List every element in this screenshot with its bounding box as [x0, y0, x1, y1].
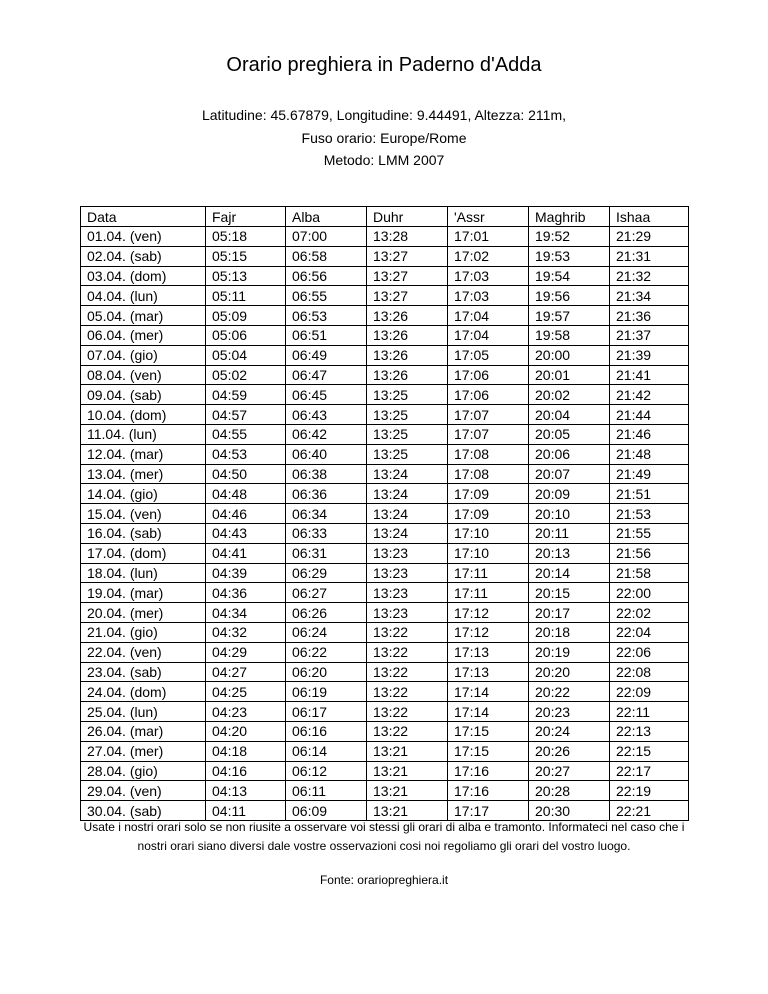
cell-assr: 17:09: [448, 504, 529, 524]
table-row: [81, 583, 689, 603]
cell-duhr: 13:24: [367, 523, 448, 543]
cell-duhr: 13:23: [367, 543, 448, 563]
cell-assr: 17:10: [448, 523, 529, 543]
cell-duhr: 13:21: [367, 741, 448, 761]
cell-fajr: 04:48: [206, 484, 286, 504]
table-row: [81, 642, 689, 662]
cell-maghrib: 19:56: [529, 286, 610, 306]
cell-duhr: 13:22: [367, 682, 448, 702]
cell-ishaa: 21:34: [610, 286, 689, 306]
cell-ishaa: 21:49: [610, 464, 689, 484]
cell-date: 15.04. (ven): [81, 504, 206, 524]
cell-date: 29.04. (ven): [81, 781, 206, 801]
cell-date: 02.04. (sab): [81, 246, 206, 266]
cell-alba: 06:29: [286, 563, 367, 583]
cell-alba: 06:55: [286, 286, 367, 306]
cell-assr: 17:12: [448, 603, 529, 623]
table-row: [81, 622, 689, 642]
cell-fajr: 04:46: [206, 504, 286, 524]
cell-date: 24.04. (dom): [81, 682, 206, 702]
cell-ishaa: 21:53: [610, 504, 689, 524]
cell-fajr: 04:34: [206, 603, 286, 623]
cell-maghrib: 20:23: [529, 702, 610, 722]
cell-maghrib: 20:11: [529, 523, 610, 543]
header-maghrib: Maghrib: [529, 207, 610, 227]
cell-maghrib: 19:58: [529, 325, 610, 345]
table-row: [81, 543, 689, 563]
cell-duhr: 13:21: [367, 801, 448, 821]
cell-date: 23.04. (sab): [81, 662, 206, 682]
page-title: Orario preghiera in Paderno d'Adda: [226, 54, 542, 76]
cell-fajr: 05:15: [206, 246, 286, 266]
cell-maghrib: 20:13: [529, 543, 610, 563]
cell-maghrib: 19:53: [529, 246, 610, 266]
cell-date: 09.04. (sab): [81, 385, 206, 405]
cell-date: 12.04. (mar): [81, 444, 206, 464]
cell-fajr: 04:50: [206, 464, 286, 484]
cell-fajr: 04:27: [206, 662, 286, 682]
cell-fajr: 05:11: [206, 286, 286, 306]
table-row: [81, 781, 689, 801]
cell-ishaa: 21:29: [610, 227, 689, 247]
table-row: [81, 405, 689, 425]
cell-ishaa: 22:08: [610, 662, 689, 682]
cell-alba: 06:11: [286, 781, 367, 801]
cell-alba: 06:34: [286, 504, 367, 524]
cell-fajr: 04:11: [206, 801, 286, 821]
cell-duhr: 13:23: [367, 583, 448, 603]
cell-alba: 06:42: [286, 424, 367, 444]
cell-alba: 06:36: [286, 484, 367, 504]
cell-date: 10.04. (dom): [81, 405, 206, 425]
cell-alba: 06:22: [286, 642, 367, 662]
cell-ishaa: 22:06: [610, 642, 689, 662]
cell-alba: 06:14: [286, 741, 367, 761]
cell-ishaa: 21:42: [610, 385, 689, 405]
cell-ishaa: 22:11: [610, 702, 689, 722]
cell-duhr: 13:26: [367, 325, 448, 345]
table-row: [81, 721, 689, 741]
cell-maghrib: 19:57: [529, 306, 610, 326]
cell-date: 26.04. (mar): [81, 721, 206, 741]
cell-date: 17.04. (dom): [81, 543, 206, 563]
cell-assr: 17:16: [448, 761, 529, 781]
cell-maghrib: 20:27: [529, 761, 610, 781]
table-row: [81, 523, 689, 543]
header-alba: Alba: [286, 207, 367, 227]
source-credit: Fonte: orariopreghiera.it: [319, 873, 449, 887]
cell-alba: 06:12: [286, 761, 367, 781]
cell-assr: 17:17: [448, 801, 529, 821]
cell-fajr: 04:57: [206, 405, 286, 425]
cell-fajr: 05:13: [206, 266, 286, 286]
cell-maghrib: 20:26: [529, 741, 610, 761]
cell-duhr: 13:22: [367, 662, 448, 682]
cell-assr: 17:07: [448, 424, 529, 444]
cell-assr: 17:13: [448, 662, 529, 682]
cell-assr: 17:06: [448, 365, 529, 385]
cell-ishaa: 21:31: [610, 246, 689, 266]
cell-date: 01.04. (ven): [81, 227, 206, 247]
cell-ishaa: 21:36: [610, 306, 689, 326]
cell-date: 04.04. (lun): [81, 286, 206, 306]
cell-duhr: 13:26: [367, 365, 448, 385]
cell-ishaa: 22:17: [610, 761, 689, 781]
table-row: [81, 286, 689, 306]
cell-alba: 07:00: [286, 227, 367, 247]
cell-maghrib: 20:15: [529, 583, 610, 603]
cell-ishaa: 21:37: [610, 325, 689, 345]
cell-ishaa: 22:04: [610, 622, 689, 642]
cell-fajr: 04:16: [206, 761, 286, 781]
table-row: [81, 484, 689, 504]
cell-alba: 06:38: [286, 464, 367, 484]
cell-maghrib: 20:22: [529, 682, 610, 702]
cell-alba: 06:56: [286, 266, 367, 286]
cell-duhr: 13:21: [367, 781, 448, 801]
table-header-row: [81, 207, 689, 227]
table-row: [81, 682, 689, 702]
cell-assr: 17:03: [448, 266, 529, 286]
cell-fajr: 04:25: [206, 682, 286, 702]
cell-alba: 06:09: [286, 801, 367, 821]
cell-duhr: 13:21: [367, 761, 448, 781]
cell-date: 22.04. (ven): [81, 642, 206, 662]
cell-duhr: 13:22: [367, 702, 448, 722]
cell-assr: 17:01: [448, 227, 529, 247]
cell-duhr: 13:27: [367, 266, 448, 286]
cell-ishaa: 22:21: [610, 801, 689, 821]
cell-assr: 17:15: [448, 741, 529, 761]
cell-date: 28.04. (gio): [81, 761, 206, 781]
cell-maghrib: 20:19: [529, 642, 610, 662]
cell-maghrib: 20:02: [529, 385, 610, 405]
cell-duhr: 13:26: [367, 306, 448, 326]
cell-alba: 06:47: [286, 365, 367, 385]
cell-assr: 17:14: [448, 682, 529, 702]
cell-maghrib: 20:14: [529, 563, 610, 583]
header-fajr: Fajr: [206, 207, 286, 227]
cell-ishaa: 21:51: [610, 484, 689, 504]
cell-date: 21.04. (gio): [81, 622, 206, 642]
cell-assr: 17:05: [448, 345, 529, 365]
cell-ishaa: 22:19: [610, 781, 689, 801]
table-row: [81, 603, 689, 623]
cell-fajr: 05:06: [206, 325, 286, 345]
cell-assr: 17:16: [448, 781, 529, 801]
table-row: [81, 306, 689, 326]
cell-maghrib: 20:05: [529, 424, 610, 444]
cell-duhr: 13:25: [367, 424, 448, 444]
cell-date: 13.04. (mer): [81, 464, 206, 484]
cell-ishaa: 21:39: [610, 345, 689, 365]
cell-ishaa: 22:15: [610, 741, 689, 761]
cell-ishaa: 22:02: [610, 603, 689, 623]
cell-ishaa: 21:55: [610, 523, 689, 543]
cell-date: 14.04. (gio): [81, 484, 206, 504]
cell-ishaa: 21:32: [610, 266, 689, 286]
cell-ishaa: 21:58: [610, 563, 689, 583]
cell-ishaa: 22:00: [610, 583, 689, 603]
cell-maghrib: 20:06: [529, 444, 610, 464]
cell-maghrib: 20:10: [529, 504, 610, 524]
cell-assr: 17:10: [448, 543, 529, 563]
cell-assr: 17:07: [448, 405, 529, 425]
cell-date: 06.04. (mer): [81, 325, 206, 345]
cell-alba: 06:31: [286, 543, 367, 563]
cell-fajr: 04:29: [206, 642, 286, 662]
cell-duhr: 13:24: [367, 504, 448, 524]
table-row: [81, 444, 689, 464]
cell-fajr: 04:43: [206, 523, 286, 543]
cell-fajr: 04:39: [206, 563, 286, 583]
cell-date: 05.04. (mar): [81, 306, 206, 326]
cell-duhr: 13:27: [367, 286, 448, 306]
cell-duhr: 13:22: [367, 642, 448, 662]
cell-alba: 06:45: [286, 385, 367, 405]
cell-duhr: 13:25: [367, 385, 448, 405]
cell-maghrib: 19:54: [529, 266, 610, 286]
cell-fajr: 04:59: [206, 385, 286, 405]
cell-assr: 17:14: [448, 702, 529, 722]
cell-duhr: 13:23: [367, 563, 448, 583]
header-duhr: Duhr: [367, 207, 448, 227]
table-row: [81, 563, 689, 583]
cell-date: 19.04. (mar): [81, 583, 206, 603]
cell-date: 27.04. (mer): [81, 741, 206, 761]
prayer-times-table: [80, 206, 689, 821]
cell-maghrib: 20:00: [529, 345, 610, 365]
cell-duhr: 13:24: [367, 464, 448, 484]
cell-maghrib: 20:07: [529, 464, 610, 484]
cell-fajr: 04:36: [206, 583, 286, 603]
cell-assr: 17:08: [448, 444, 529, 464]
cell-alba: 06:20: [286, 662, 367, 682]
location-line: Latitudine: 45.67879, Longitudine: 9.44491, Altezza: 211m,: [201, 107, 567, 123]
cell-ishaa: 21:44: [610, 405, 689, 425]
cell-ishaa: 21:56: [610, 543, 689, 563]
cell-alba: 06:24: [286, 622, 367, 642]
cell-duhr: 13:24: [367, 484, 448, 504]
table-row: [81, 365, 689, 385]
table-row: [81, 227, 689, 247]
cell-alba: 06:19: [286, 682, 367, 702]
header-assr: 'Assr: [448, 207, 529, 227]
cell-ishaa: 21:41: [610, 365, 689, 385]
cell-date: 03.04. (dom): [81, 266, 206, 286]
cell-ishaa: 22:13: [610, 721, 689, 741]
cell-assr: 17:11: [448, 583, 529, 603]
cell-assr: 17:13: [448, 642, 529, 662]
cell-date: 11.04. (lun): [81, 424, 206, 444]
cell-ishaa: 22:09: [610, 682, 689, 702]
table-row: [81, 385, 689, 405]
cell-duhr: 13:26: [367, 345, 448, 365]
cell-assr: 17:03: [448, 286, 529, 306]
cell-ishaa: 21:48: [610, 444, 689, 464]
cell-duhr: 13:25: [367, 444, 448, 464]
cell-fajr: 05:02: [206, 365, 286, 385]
method-line: Metodo: LMM 2007: [323, 152, 445, 168]
cell-alba: 06:43: [286, 405, 367, 425]
cell-maghrib: 20:18: [529, 622, 610, 642]
cell-maghrib: 20:20: [529, 662, 610, 682]
cell-alba: 06:27: [286, 583, 367, 603]
cell-maghrib: 20:28: [529, 781, 610, 801]
cell-fajr: 04:41: [206, 543, 286, 563]
cell-maghrib: 20:01: [529, 365, 610, 385]
cell-fajr: 05:18: [206, 227, 286, 247]
table-row: [81, 702, 689, 722]
cell-alba: 06:16: [286, 721, 367, 741]
cell-duhr: 13:23: [367, 603, 448, 623]
cell-duhr: 13:27: [367, 246, 448, 266]
cell-assr: 17:11: [448, 563, 529, 583]
table-row: [81, 741, 689, 761]
disclaimer-line-1: Usate i nostri orari solo se non riusite a osservare voi stessi gli orari di alba e tramonto. Informateci nel caso che i: [83, 820, 685, 834]
cell-fajr: 04:18: [206, 741, 286, 761]
disclaimer-line-2: nostri orari siano diversi dale vostre osservazioni cosi noi regoliamo gli orari del vostro luogo.: [137, 839, 631, 853]
table-body: [81, 227, 689, 821]
timezone-line: Fuso orario: Europe/Rome: [301, 130, 467, 146]
table-row: [81, 504, 689, 524]
cell-maghrib: 19:52: [529, 227, 610, 247]
cell-assr: 17:04: [448, 325, 529, 345]
cell-maghrib: 20:04: [529, 405, 610, 425]
cell-alba: 06:49: [286, 345, 367, 365]
table-row: [81, 662, 689, 682]
cell-alba: 06:40: [286, 444, 367, 464]
cell-maghrib: 20:17: [529, 603, 610, 623]
cell-duhr: 13:25: [367, 405, 448, 425]
header-ishaa: Ishaa: [610, 207, 689, 227]
table-row: [81, 464, 689, 484]
cell-fajr: 04:20: [206, 721, 286, 741]
table-row: [81, 761, 689, 781]
cell-date: 30.04. (sab): [81, 801, 206, 821]
cell-alba: 06:51: [286, 325, 367, 345]
cell-date: 16.04. (sab): [81, 523, 206, 543]
cell-alba: 06:58: [286, 246, 367, 266]
cell-assr: 17:15: [448, 721, 529, 741]
disclaimer-note: [50, 818, 718, 856]
table-row: [81, 345, 689, 365]
cell-assr: 17:02: [448, 246, 529, 266]
cell-duhr: 13:28: [367, 227, 448, 247]
cell-assr: 17:04: [448, 306, 529, 326]
table-row: [81, 424, 689, 444]
cell-fajr: 05:04: [206, 345, 286, 365]
cell-duhr: 13:22: [367, 622, 448, 642]
table-row: [81, 266, 689, 286]
cell-fajr: 04:32: [206, 622, 286, 642]
cell-fajr: 04:53: [206, 444, 286, 464]
cell-date: 18.04. (lun): [81, 563, 206, 583]
cell-assr: 17:09: [448, 484, 529, 504]
table-row: [81, 246, 689, 266]
cell-assr: 17:08: [448, 464, 529, 484]
table-row: [81, 325, 689, 345]
cell-ishaa: 21:46: [610, 424, 689, 444]
cell-date: 20.04. (mer): [81, 603, 206, 623]
cell-alba: 06:33: [286, 523, 367, 543]
cell-alba: 06:53: [286, 306, 367, 326]
cell-assr: 17:06: [448, 385, 529, 405]
cell-fajr: 04:55: [206, 424, 286, 444]
cell-alba: 06:17: [286, 702, 367, 722]
cell-date: 25.04. (lun): [81, 702, 206, 722]
cell-fajr: 04:13: [206, 781, 286, 801]
cell-fajr: 05:09: [206, 306, 286, 326]
cell-date: 07.04. (gio): [81, 345, 206, 365]
cell-date: 08.04. (ven): [81, 365, 206, 385]
cell-assr: 17:12: [448, 622, 529, 642]
cell-duhr: 13:22: [367, 721, 448, 741]
header-date: Data: [81, 207, 206, 227]
cell-maghrib: 20:24: [529, 721, 610, 741]
cell-alba: 06:26: [286, 603, 367, 623]
cell-maghrib: 20:30: [529, 801, 610, 821]
cell-fajr: 04:23: [206, 702, 286, 722]
cell-maghrib: 20:09: [529, 484, 610, 504]
